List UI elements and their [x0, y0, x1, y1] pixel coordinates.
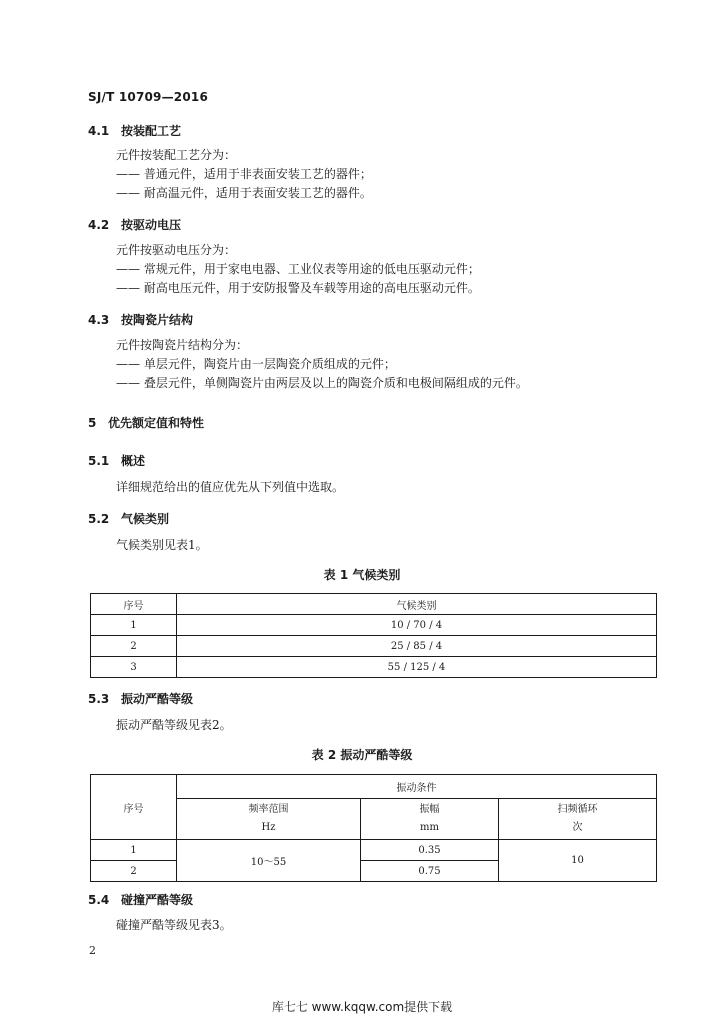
paragraph: 振动严酷等级见表2。: [116, 718, 232, 732]
cell-climate: 55 / 125 / 4: [177, 657, 657, 678]
amplitude-unit: mm: [420, 822, 439, 833]
amplitude-label: 振幅: [419, 804, 440, 815]
table-row: [91, 840, 657, 861]
sweep-cycles-label: 扫频循环: [557, 804, 598, 815]
section-5-3-heading: [88, 690, 193, 707]
section-number: 5.3: [88, 692, 110, 706]
section-title: 优先额定值和特性: [108, 416, 205, 430]
header-cell-frequency: [177, 799, 361, 840]
header-cell-climate: 气候类别: [177, 594, 657, 615]
page-number: 2: [89, 944, 96, 957]
header-cell-seq: 序号: [91, 594, 177, 615]
header-cell-sweep-cycles: [499, 799, 657, 840]
list-item: —— 常规元件，用于家电电器、工业仪表等用途的低电压驱动元件；: [116, 262, 480, 276]
section-number: 4.3: [88, 313, 110, 327]
section-title: 振动严酷等级: [121, 692, 194, 706]
section-4-2-heading: [88, 216, 181, 233]
cell-seq: 1: [91, 840, 177, 861]
header-cell-amplitude: [361, 799, 499, 840]
section-title: 气候类别: [121, 512, 170, 526]
vibration-severity-table: [90, 774, 657, 882]
section-5-4-heading: [88, 891, 193, 908]
climate-category-table: [90, 593, 657, 678]
frequency-unit: Hz: [261, 822, 276, 833]
section-number: 4.2: [88, 218, 110, 232]
paragraph: 详细规范给出的值应优先从下列值中选取。: [116, 480, 345, 494]
paragraph: 元件按驱动电压分为：: [116, 243, 237, 257]
cell-seq: 1: [91, 615, 177, 636]
standard-code: SJ/T 10709—2016: [88, 90, 208, 104]
download-footer: 库七七 www.kqqw.com提供下载: [271, 1000, 453, 1014]
section-title: 碰撞严酷等级: [121, 893, 194, 907]
section-number: 5: [88, 416, 97, 430]
list-item: —— 普通元件，适用于非表面安装工艺的器件；: [116, 167, 372, 181]
table-1-caption: 表 1 气候类别: [323, 568, 401, 582]
section-number: 4.1: [88, 124, 110, 138]
paragraph: 元件按装配工艺分为：: [116, 148, 237, 162]
section-title: 按驱动电压: [121, 218, 182, 232]
section-title: 按陶瓷片结构: [121, 313, 194, 327]
table-row: [91, 615, 657, 636]
section-number: 5.4: [88, 893, 110, 907]
section-title: 概述: [121, 454, 146, 468]
paragraph: 气候类别见表1。: [116, 538, 208, 552]
section-5-heading: [88, 414, 204, 431]
list-item: —— 叠层元件，单侧陶瓷片由两层及以上的陶瓷介质和电极间隔组成的元件。: [116, 376, 528, 390]
section-5-2-heading: [88, 510, 169, 527]
sweep-cycles-unit: 次: [572, 822, 583, 833]
header-cell-seq: 序号: [91, 775, 177, 840]
table-header-row: [91, 775, 657, 799]
header-cell-vibration-conditions: 振动条件: [177, 775, 657, 799]
list-item: —— 单层元件，陶瓷片由一层陶瓷介质组成的元件；: [116, 357, 396, 371]
cell-frequency: 10～55: [177, 840, 361, 882]
cell-amplitude: 0.35: [361, 840, 499, 861]
list-item: —— 耐高电压元件，用于安防报警及车载等用途的高电压驱动元件。: [116, 281, 480, 295]
section-5-1-heading: [88, 452, 145, 469]
section-number: 5.1: [88, 454, 110, 468]
section-4-3-heading: [88, 311, 193, 328]
list-item: —— 耐高温元件，适用于表面安装工艺的器件。: [116, 186, 372, 200]
cell-climate: 25 / 85 / 4: [177, 636, 657, 657]
section-number: 5.2: [88, 512, 110, 526]
frequency-label: 频率范围: [248, 804, 289, 815]
table-row: [91, 636, 657, 657]
cell-seq: 2: [91, 861, 177, 882]
table-header-row: [91, 594, 657, 615]
cell-seq: 2: [91, 636, 177, 657]
table-row: [91, 657, 657, 678]
cell-sweep-cycles: 10: [499, 840, 657, 882]
cell-climate: 10 / 70 / 4: [177, 615, 657, 636]
cell-amplitude: 0.75: [361, 861, 499, 882]
paragraph: 碰撞严酷等级见表3。: [116, 918, 232, 932]
cell-seq: 3: [91, 657, 177, 678]
section-4-1-heading: [88, 122, 181, 139]
table-2-caption: 表 2 振动严酷等级: [311, 748, 413, 762]
section-title: 按装配工艺: [121, 124, 182, 138]
paragraph: 元件按陶瓷片结构分为：: [116, 338, 249, 352]
